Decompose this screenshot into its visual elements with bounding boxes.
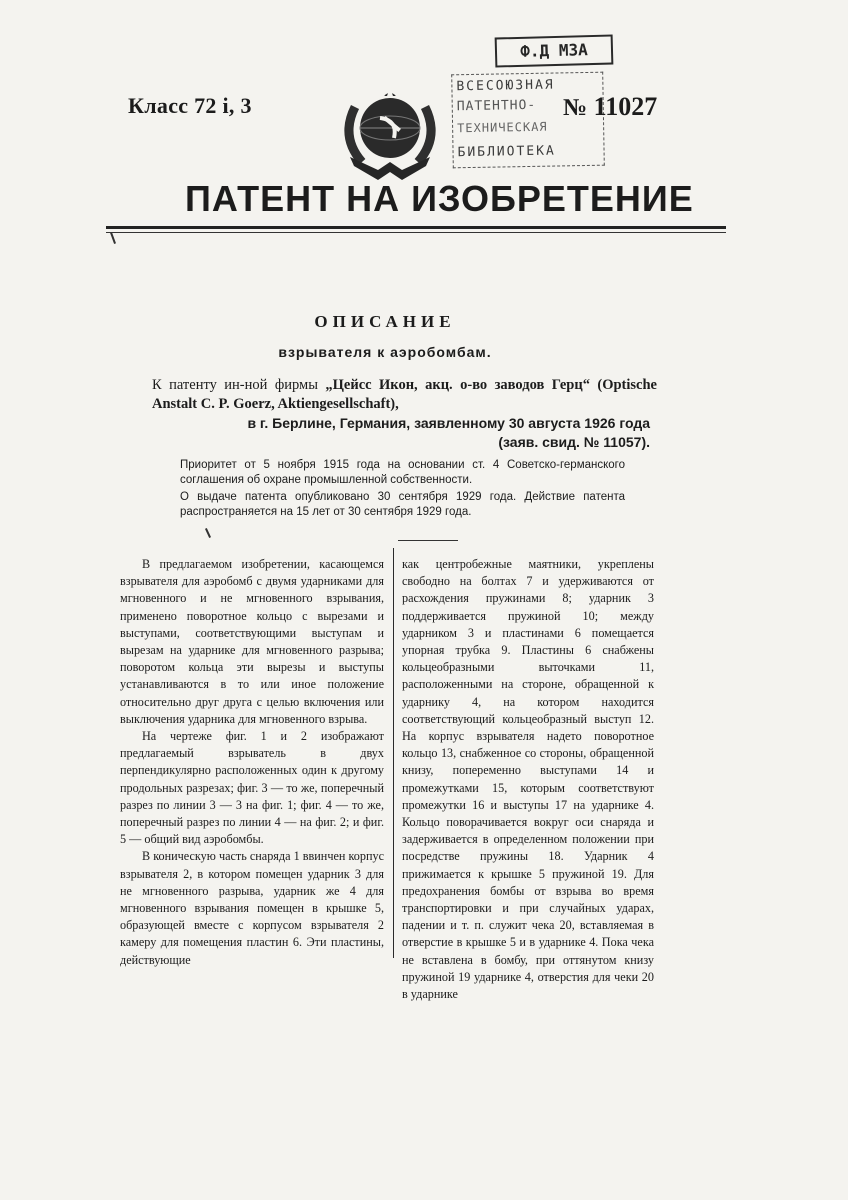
right-paragraph-1: как центробежные маятники, укреплены свободно на болтах 7 и удерживаются от расхождения пружинами 8; ударник 3 поддерживается пружиной 10; между ударником 3 и пластинами 6 помещается упорная трубка 9. Пластины 6 снабжены кольцеобразными выточками 11, расположенными на стороне, обращенной к ударнику 4, на котором находится соответствующий кольцеобразный выступ 12. На корпус взрывателя надето поворотное кольцо 13, снабженное со стороны, обращенной книзу, попеременно выступами 14 и промежутками 15, которым соответствуют промежутки 16 и выступы 17 на ударнике 4. Кольцо поворачивается вокруг оси снаряда и задерживается в определенном положении при посредстве пружины 18. Ударник 4 прижимается к крышке 5 пружиной 19. Для предохранения бомбы от взрыва во время транспортировки и при случайных ударах, падении и т. п. служит чека 20, вставляемая в отверстие в крышке 5 и в ударнике 4. Пока чека не вставлена в бомбу, при оттянутом книзу пружиной 19 ударнике 4, отверстия для чеки 20 в ударнике [402, 557, 654, 1002]
column-divider [393, 548, 394, 958]
stamp-line-3: ТЕХНИЧЕСКАЯ [457, 119, 548, 136]
application-place [180, 414, 650, 452]
section-title: ОПИСАНИЕ [314, 312, 456, 331]
holder-prefix: К патенту ин-ной фирмы [152, 377, 326, 393]
class-label: Класс 72 i, 3 [128, 93, 252, 118]
number-sign: № [563, 95, 588, 121]
stamp-line-4: БИБЛИОТЕКА [457, 143, 556, 161]
stamp-line-2: ПАТЕНТНО- [456, 97, 537, 115]
scan-mark [110, 232, 116, 244]
patent-number-value: 11027 [593, 92, 658, 121]
issue-note: О выдаче патента опубликовано 30 сентября 1929 года. Действие патента распространяется на 15 лет от 30 сентября 1929 года. [180, 491, 625, 518]
left-paragraph-3: В коническую часть снаряда 1 ввинчен корпус взрывателя 2, в котором помещен ударник 3 для не мгновенного разрыва, ударник же 4 для мгновенного взрывания помещен в крышке 5, образующей вместе с корпусом взрывателя 2 камеру для помещения пластин 6. Эти пластины, действующие [120, 849, 384, 967]
stamp-line-1: ВСЕСОЮЗНАЯ [456, 77, 555, 95]
scan-mark [205, 528, 211, 538]
left-paragraph-1: В предлагаемом изобретении, касающемся взрывателя для аэробомб с двумя ударниками для мгновенного и не мгновенного взрывания, применено поворотное кольцо с вырезами и выступами, соответствующими выступам и вырезам на ударнике для мгновенного разрыва; поворотом кольца эти вырезы и выступы устанавливаются в то или иное положение относительно друг друга с целью включения или выключения ударника для мгновенного взрыва. [120, 557, 384, 726]
title-rule-thin [106, 232, 726, 233]
document-title: ПАТЕНТ НА ИЗОБРЕТЕНИЕ [185, 178, 694, 219]
patent-number [563, 92, 657, 122]
column-top-rule [398, 540, 458, 541]
ussr-emblem-icon [330, 62, 450, 187]
right-column [402, 556, 654, 1003]
archive-stamp: Ф.Д МЗА [495, 34, 614, 67]
left-paragraph-2: На чертеже фиг. 1 и 2 изображают предлагаемый взрыватель в двух перпендикулярно расположенных один к другому продольных разрезах; фиг. 3 — то же, поперечный разрез по линии 3 — 3 на фиг. 1; фиг. 4 — то же, поперечный разрез по линии 4 — на фиг. 2; и фиг. 5 — общий вид аэробомбы. [120, 729, 384, 847]
patent-holder-paragraph [152, 376, 657, 414]
place-line-2: (заяв. свид. № 11057). [498, 434, 650, 450]
description-subtitle: взрывателя к аэробомбам. [278, 344, 492, 360]
place-line-1: в г. Берлине, Германия, заявленному 30 августа 1926 года [247, 415, 650, 431]
priority-note: Приоритет от 5 ноября 1915 года на основании ст. 4 Советско-германского соглашения об охране промышленной собственности. [180, 459, 625, 486]
left-column [120, 556, 384, 969]
title-rule [106, 226, 726, 229]
holder-firm: „Цейсс Икон, акц. о-во заводов Герц“ (Optische Anstalt C. P. Goerz, Aktiengesellschaft), [152, 377, 657, 412]
